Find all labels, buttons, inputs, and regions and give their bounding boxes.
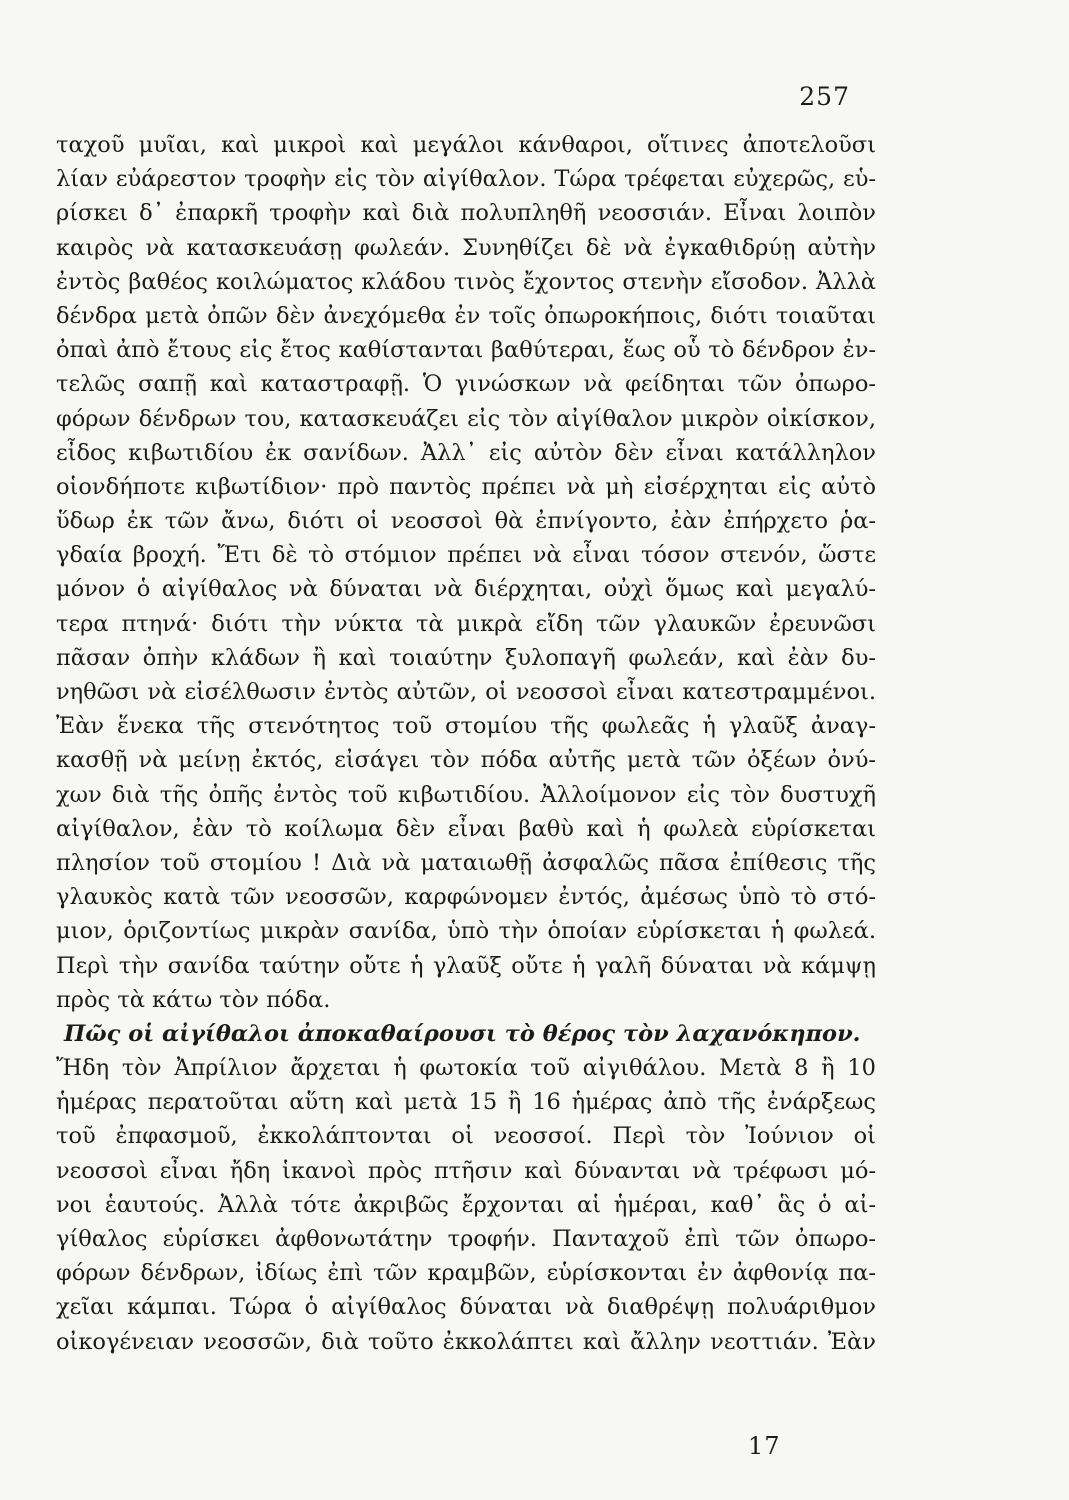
- text-line: τερα πτηνά· διότι τὴν νύκτα τὰ μικρὰ εἴδη τῶν γλαυκῶν ἐρευνῶσι: [56, 610, 876, 637]
- text-line: φόρων δένδρων, ἰδίως ἐπὶ τῶν κραμβῶν, εὑρίσκονται ἐν ἀφθονίᾳ πα-: [56, 1260, 876, 1287]
- section-heading: Πῶς οἱ αἰγίθαλοι ἀποκαθαίρουσι τὸ θέρος τὸν λαχανόκηπον.: [64, 1020, 861, 1047]
- body-text: [56, 128, 876, 1359]
- text-line: δένδρα μετὰ ὀπῶν δὲν ἀνεχόμεθα ἐν τοῖς ὀπωροκήποις, διότι τοιαῦται: [56, 302, 876, 329]
- text-line: Ἤδη τὸν Ἀπρίλιον ἄρχεται ἡ φωτοκία τοῦ αἰγιθάλου. Μετὰ 8 ἢ 10: [56, 1055, 876, 1082]
- text-line: χων διὰ τῆς ὀπῆς ἐντὸς τοῦ κιβωτιδίου. Ἀλλοίμονον εἰς τὸν δυστυχῆ: [56, 781, 876, 808]
- text-line: καιρὸς νὰ κατασκευάσῃ φωλεάν. Συνηθίζει δὲ νὰ ἐγκαθιδρύῃ αὐτὴν: [56, 234, 876, 261]
- text-line: πᾶσαν ὀπὴν κλάδων ἢ καὶ τοιαύτην ξυλοπαγῆ φωλεάν, καὶ ἐὰν δυ-: [56, 644, 876, 671]
- text-line: οἱονδήποτε κιβωτίδιον· πρὸ παντὸς πρέπει νὰ μὴ εἰσέρχηται εἰς αὐτὸ: [56, 473, 876, 500]
- text-line: νηθῶσι νὰ εἰσέλθωσιν ἐντὸς αὐτῶν, οἱ νεοσσοὶ εἶναι κατεστραμμένοι.: [56, 679, 876, 705]
- text-line: τελῶς σαπῇ καὶ καταστραφῇ. Ὁ γινώσκων νὰ φείδηται τῶν ὀπωρο-: [56, 371, 876, 398]
- text-line: αἰγίθαλον, ἐὰν τὸ κοίλωμα δὲν εἶναι βαθὺ καὶ ἡ φωλεὰ εὑρίσκεται: [56, 815, 876, 842]
- text-line: πλησίον τοῦ στομίου ! Διὰ νὰ ματαιωθῇ ἀσφαλῶς πᾶσα ἐπίθεσις τῆς: [56, 849, 876, 876]
- text-line: ρίσκει δ᾿ ἐπαρκῆ τροφὴν καὶ διὰ πολυπληθῆ νεοσσιάν. Εἶναι λοιπὸν: [56, 200, 876, 227]
- text-line: μιον, ὁριζοντίως μικρὰν σανίδα, ὑπὸ τὴν ὁποίαν εὑρίσκεται ἡ φωλεά.: [56, 918, 876, 945]
- text-line: λίαν εὐάρεστον τροφὴν εἰς τὸν αἰγίθαλον. Τώρα τρέφεται εὐχερῶς, εὑ-: [56, 166, 876, 193]
- text-line: μόνον ὁ αἰγίθαλος νὰ δύναται νὰ διέρχηται, οὐχὶ ὅμως καὶ μεγαλύ-: [56, 576, 876, 603]
- text-line: ἐντὸς βαθέος κοιλώματος κλάδου τινὸς ἔχοντος στενὴν εἴσοδον. Ἀλλὰ: [56, 268, 876, 295]
- text-line: φόρων δένδρων του, κατασκευάζει εἰς τὸν αἰγίθαλον μικρὸν οἰκίσκον,: [56, 405, 876, 432]
- text-line: Ἐὰν ἕνεκα τῆς στενότητος τοῦ στομίου τῆς φωλεᾶς ἡ γλαῦξ ἀναγ-: [56, 713, 876, 740]
- text-line: χεῖαι κάμπαι. Τώρα ὁ αἰγίθαλος δύναται νὰ διαθρέψῃ πολυάριθμον: [56, 1294, 876, 1321]
- text-line: Περὶ τὴν σανίδα ταύτην οὔτε ἡ γλαῦξ οὔτε ἡ γαλῆ δύναται νὰ κάμψῃ: [56, 952, 876, 979]
- text-line: κασθῇ νὰ μείνῃ ἐκτός, εἰσάγει τὸν πόδα αὐτῆς μετὰ τῶν ὀξέων ὀνύ-: [56, 747, 876, 774]
- text-line: νοι ἑαυτούς. Ἀλλὰ τότε ἀκριβῶς ἔρχονται αἱ ἡμέραι, καθ᾿ ἃς ὁ αἰ-: [56, 1191, 876, 1218]
- text-line: τοῦ ἐπφασμοῦ, ἐκκολάπτονται οἱ νεοσσοί. Περὶ τὸν Ἰούνιον οἱ: [56, 1123, 876, 1150]
- text-line: νεοσσοὶ εἶναι ἤδη ἱκανοὶ πρὸς πτῆσιν καὶ δύνανται νὰ τρέφωσι μό-: [56, 1157, 876, 1184]
- text-line: ὕδωρ ἐκ τῶν ἄνω, διότι οἱ νεοσσοὶ θὰ ἐπνίγοντο, ἐὰν ἐπήρχετο ῥα-: [56, 508, 876, 535]
- text-line: ἡμέρας περατοῦται αὕτη καὶ μετὰ 15 ἢ 16 ἡμέρας ἀπὸ τῆς ἐνάρξεως: [56, 1089, 876, 1116]
- text-line: πρὸς τὰ κάτω τὸν πόδα.: [56, 986, 331, 1013]
- text-line: ταχοῦ μυῖαι, καὶ μικροὶ καὶ μεγάλοι κάνθαροι, οἵτινες ἀποτελοῦσι: [56, 132, 876, 158]
- text-line: γδαία βροχή. Ἔτι δὲ τὸ στόμιον πρέπει νὰ εἶναι τόσον στενόν, ὥστε: [56, 542, 876, 569]
- text-line: γίθαλος εὑρίσκει ἀφθονωτάτην τροφήν. Πανταχοῦ ἐπὶ τῶν ὀπωρο-: [56, 1226, 876, 1252]
- text-line: ὀπαὶ ἀπὸ ἔτους εἰς ἔτος καθίστανται βαθύτεραι, ἕως οὗ τὸ δένδρον ἐν-: [56, 337, 876, 364]
- signature-mark: 17: [748, 1432, 781, 1460]
- text-line: οἰκογένειαν νεοσσῶν, διὰ τοῦτο ἐκκολάπτει καὶ ἄλλην νεοττιάν. Ἐὰν: [56, 1328, 876, 1355]
- page-number: 257: [799, 82, 850, 111]
- text-line: εἶδος κιβωτιδίου ἐκ σανίδων. Ἀλλ᾿ εἰς αὐτὸν δὲν εἶναι κατάλληλον: [56, 439, 876, 466]
- text-line: γλαυκὸς κατὰ τῶν νεοσσῶν, καρφώνομεν ἐντός, ἀμέσως ὑπὸ τὸ στό-: [56, 884, 876, 911]
